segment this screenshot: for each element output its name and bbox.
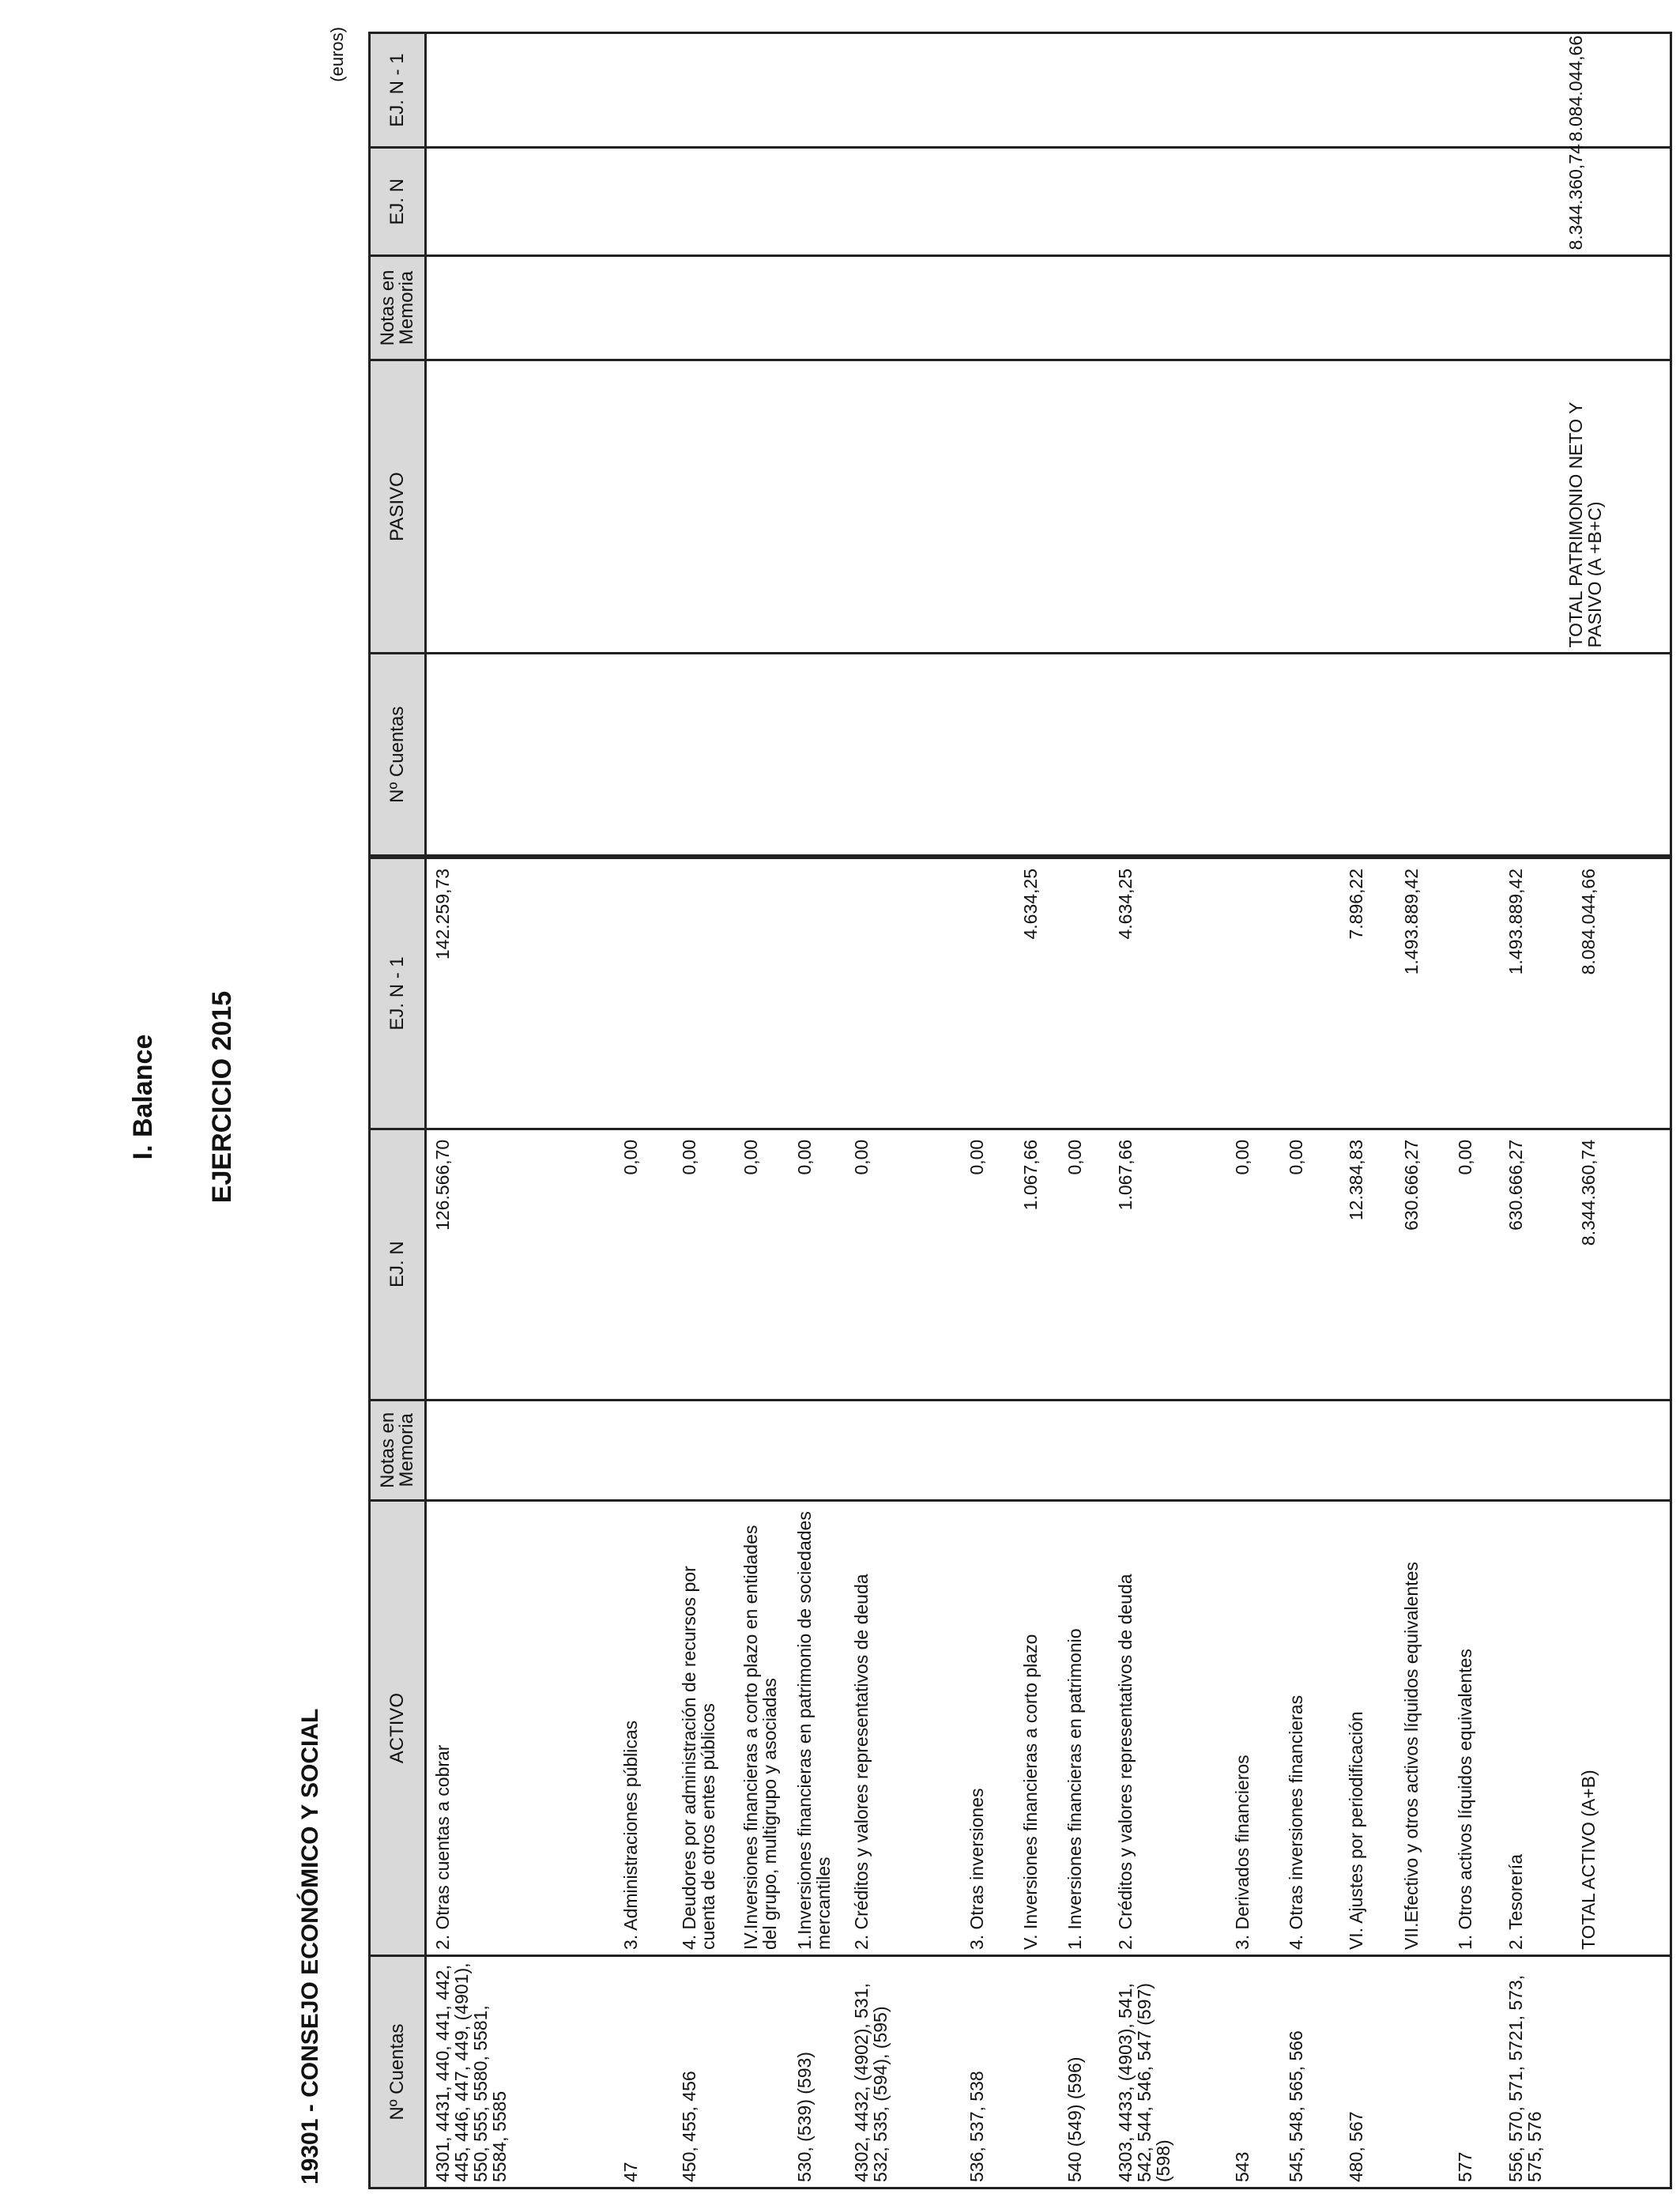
table-cell-concepto: 1. Inversiones financieras en patrimonio — [1064, 1628, 1085, 1951]
table-cell-concepto: VI. Ajustes por periodificación — [1346, 1711, 1366, 1951]
column-header: Nº Cuentas — [371, 1957, 427, 2187]
table-cell-ej-n: 630.666,27 — [1505, 1139, 1526, 1231]
table-cell-ej-n: 1.067,66 — [1115, 1139, 1136, 1211]
table-cell-cuentas: 4301, 4431, 440, 441, 442, 445, 446, 447, 449, (4901), 550, 555, 5580, 5581, 5584, 5585 — [432, 1962, 510, 2182]
table-cell-ej-n-1: 4.634,25 — [1020, 869, 1041, 940]
activo-table — [368, 857, 1672, 2189]
activo-col-notas — [371, 1401, 1670, 1502]
table-cell-ej-n: 0,00 — [1064, 1139, 1085, 1175]
table-cell-cuentas: 577 — [1455, 2151, 1475, 2182]
table-cell-ej-n-1: 4.634,25 — [1115, 869, 1136, 940]
page-title: I. Balance — [128, 1034, 158, 1160]
pasivo-col-ej-n — [371, 144, 1670, 257]
total-activo-label: TOTAL ACTIVO (A+B) — [1578, 1770, 1599, 1951]
table-cell-concepto: 4. Deudores por administración de recursos por cuenta de otros entes públicos — [679, 1566, 719, 1951]
table-cell-cuentas: 556, 570, 571, 5721, 573, 575, 576 — [1505, 1974, 1546, 2182]
total-activo-ej-n-1: 8.084.044,66 — [1578, 869, 1599, 975]
column-header: Notas en Memoria — [371, 1401, 427, 1500]
column-header: EJ. N — [371, 1130, 427, 1399]
currency-note: (euros) — [327, 27, 347, 82]
activo-col-ej-n-1 — [371, 859, 1670, 1130]
table-cell-concepto: 3. Derivados financieros — [1232, 1755, 1252, 1951]
table-cell-ej-n-1: 1.493.889,42 — [1401, 869, 1422, 975]
pasivo-col-cuentas — [371, 654, 1670, 854]
total-pasivo-label: TOTAL PATRIMONIO NETO Y PASIVO (A +B+C) — [1565, 401, 1606, 648]
table-cell-ej-n: 0,00 — [679, 1139, 699, 1175]
total-activo-ej-n: 8.344.360,74 — [1578, 1139, 1599, 1246]
column-header: EJ. N - 1 — [371, 34, 427, 146]
table-cell-concepto: 2. Otras cuentas a cobrar — [432, 1744, 453, 1951]
table-cell-ej-n: 12.384,83 — [1346, 1139, 1366, 1221]
table-cell-ej-n: 0,00 — [851, 1139, 872, 1175]
table-cell-concepto: IV.Inversiones financieras a corto plazo en entidades del grupo, multigrupo y asociadas — [740, 1525, 781, 1951]
column-header: PASIVO — [371, 361, 427, 653]
column-header: Notas en Memoria — [371, 257, 427, 358]
table-cell-ej-n: 0,00 — [966, 1139, 987, 1175]
entity-name: 19301 - CONSEJO ECONÓMICO Y SOCIAL — [297, 1708, 323, 2185]
table-cell-concepto: 1. Otros activos líquidos equivalentes — [1455, 1649, 1475, 1951]
pasivo-table — [368, 32, 1672, 857]
table-cell-concepto: V. Inversiones financieras a corto plazo — [1020, 1634, 1041, 1951]
table-cell-concepto: 3. Otras inversiones — [966, 1788, 987, 1951]
table-cell-cuentas: 480, 567 — [1346, 2111, 1366, 2182]
table-cell-ej-n-1: 142.259,73 — [432, 869, 453, 960]
pasivo-col-notas — [371, 257, 1670, 360]
table-cell-cuentas: 4302, 4432, (4902), 531, 532, 535, (594), (595) — [851, 1983, 891, 2182]
table-cell-concepto: 2. Tesorería — [1505, 1854, 1526, 1951]
table-cell-concepto: 2. Créditos y valores representativos de deuda — [851, 1574, 872, 1951]
table-cell-ej-n: 0,00 — [740, 1139, 761, 1175]
table-cell-ej-n: 0,00 — [620, 1139, 641, 1175]
table-cell-cuentas: 450, 455, 456 — [679, 2071, 699, 2182]
activo-col-ej-n — [371, 1130, 1670, 1401]
table-cell-ej-n: 0,00 — [794, 1139, 815, 1175]
table-cell-concepto: 4. Otras inversiones financieras — [1286, 1695, 1306, 1951]
total-pasivo-ej-n-1: 8.084.044,66 — [1565, 35, 1586, 142]
table-cell-concepto: 3. Administraciones públicas — [620, 1720, 641, 1951]
table-cell-ej-n: 1.067,66 — [1020, 1139, 1041, 1211]
table-cell-cuentas: 540 (549) (596) — [1064, 2056, 1085, 2182]
activo-col-concepto — [371, 1502, 1670, 1957]
pasivo-col-concepto — [371, 361, 1670, 655]
table-cell-cuentas: 543 — [1232, 2151, 1252, 2182]
table-cell-cuentas: 47 — [620, 2162, 641, 2182]
table-cell-concepto: 2. Créditos y valores representativos de deuda — [1115, 1574, 1136, 1951]
table-cell-ej-n: 0,00 — [1286, 1139, 1306, 1175]
table-cell-ej-n: 126.566,70 — [432, 1139, 453, 1231]
table-cell-cuentas: 545, 548, 565, 566 — [1286, 2030, 1306, 2182]
table-cell-ej-n: 0,00 — [1232, 1139, 1252, 1175]
activo-col-cuentas — [371, 1957, 1670, 2187]
table-cell-ej-n-1: 1.493.889,42 — [1505, 869, 1526, 975]
table-cell-cuentas: 530, (539) (593) — [794, 2052, 815, 2182]
table-cell-ej-n: 0,00 — [1455, 1139, 1475, 1175]
column-header: Nº Cuentas — [371, 654, 427, 854]
table-cell-concepto: VII.Efectivo y otros activos líquidos equivalentes — [1401, 1562, 1422, 1951]
table-cell-ej-n-1: 7.896,22 — [1346, 869, 1366, 940]
pasivo-col-ej-n-1 — [371, 34, 1670, 149]
exercise-title: EJERCICIO 2015 — [207, 990, 237, 1204]
column-header: EJ. N - 1 — [371, 859, 427, 1128]
column-header: EJ. N — [371, 149, 427, 254]
table-cell-ej-n: 630.666,27 — [1401, 1139, 1422, 1231]
total-pasivo-ej-n: 8.344.360,74 — [1565, 144, 1586, 251]
column-header: ACTIVO — [371, 1502, 427, 1955]
table-cell-cuentas: 536, 537, 538 — [966, 2071, 987, 2182]
table-cell-cuentas: 4303, 4433, (4903), 541, 542, 544, 546, 547 (597) (598) — [1115, 1983, 1174, 2182]
table-cell-concepto: 1.Inversiones financieras en patrimonio de sociedades mercantiles — [794, 1511, 834, 1951]
